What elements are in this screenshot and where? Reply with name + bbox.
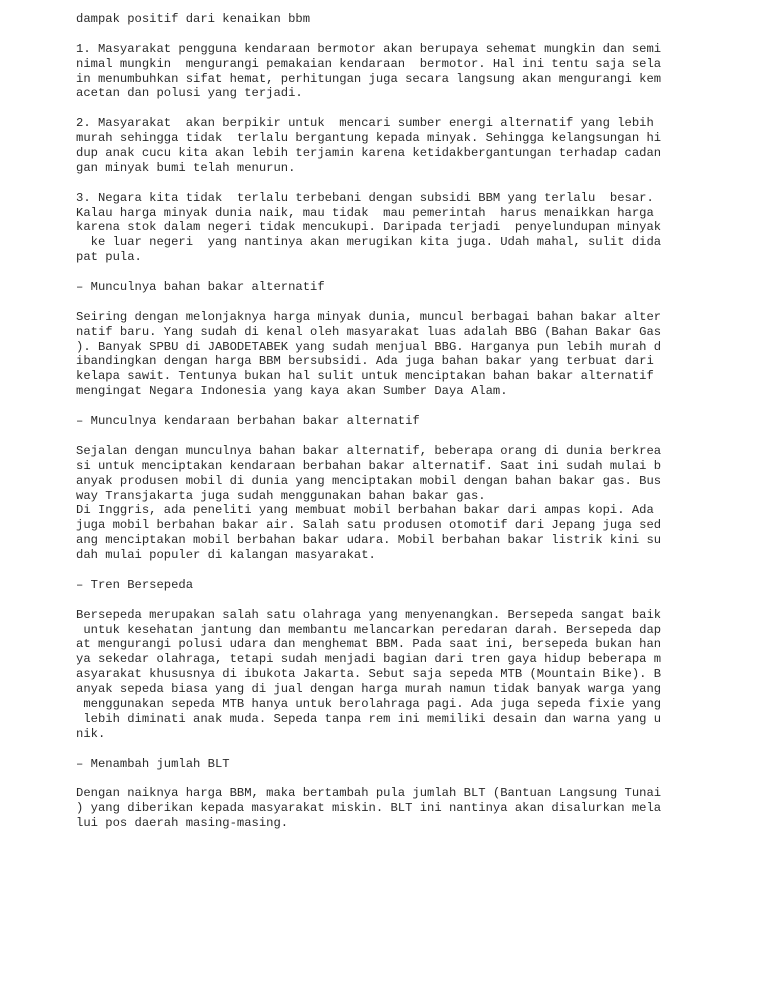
text-line: Kalau harga minyak dunia naik, mau tidak mau pemerintah harus menaikkan harga <box>76 205 654 220</box>
text-line: Dengan naiknya harga BBM, maka bertambah pula jumlah BLT (Bantuan Langsung Tunai <box>76 786 662 801</box>
text-line: ) yang diberikan kepada masyarakat miskin. BLT ini nantinya akan disalurkan mela <box>76 801 662 816</box>
text-line: murah sehingga tidak terlalu bergantung kepada minyak. Sehingga kelangsungan hi <box>76 131 662 146</box>
text-line: dup anak cucu kita akan lebih terjamin karena ketidakbergantungan terhadap cadan <box>76 146 662 161</box>
text-line: gan minyak bumi telah menurun. <box>76 160 296 175</box>
text-line: Sejalan dengan munculnya bahan bakar alternatif, beberapa orang di dunia berkrea <box>76 443 662 458</box>
text-line <box>76 101 756 116</box>
text-line: lebih diminati anak muda. Sepeda tanpa rem ini memiliki desain dan warna yang u <box>76 711 662 726</box>
text-line: 3. Negara kita tidak terlalu terbebani dengan subsidi BBM yang terlalu besar. <box>76 190 654 205</box>
text-line: – Tren Bersepeda <box>76 577 194 592</box>
text-line: anyak produsen mobil di dunia yang menciptakan mobil dengan bahan bakar gas. Bus <box>76 473 662 488</box>
text-line: Seiring dengan melonjaknya harga minyak dunia, muncul berbagai bahan bakar alter <box>76 309 662 324</box>
text-line: – Munculnya bahan bakar alternatif <box>76 280 325 295</box>
text-line: kelapa sawit. Tentunya bukan hal sulit untuk menciptakan bahan bakar alternatif <box>76 369 654 384</box>
text-line: menggunakan sepeda MTB hanya untuk berolahraga pagi. Ada juga sepeda fixie yang <box>76 696 662 711</box>
document-title: dampak positif dari kenaikan bbm <box>76 12 311 26</box>
text-line: lui pos daerah masing-masing. <box>76 816 289 831</box>
text-line: 1. Masyarakat pengguna kendaraan bermotor akan berupaya sehemat mungkin dan semi <box>76 41 662 56</box>
text-line: mengingat Negara Indonesia yang kaya akan Sumber Daya Alam. <box>76 384 508 399</box>
text-line: natif baru. Yang sudah di kenal oleh masyarakat luas adalah BBG (Bahan Bakar Gas <box>76 324 662 339</box>
text-line: juga mobil berbahan bakar air. Salah satu produsen otomotif dari Jepang juga sed <box>76 518 662 533</box>
text-line <box>76 742 756 757</box>
text-line: nik. <box>76 726 106 741</box>
text-line <box>76 429 756 444</box>
document-body <box>76 12 756 831</box>
text-line <box>76 771 756 786</box>
text-line: ya sekedar olahraga, tetapi sudah menjadi bagian dari tren gaya hidup beberapa m <box>76 652 662 667</box>
text-line: way Transjakarta juga sudah menggunakan bahan bakar gas. <box>76 488 486 503</box>
text-line: ang menciptakan mobil berbahan bakar udara. Mobil berbahan bakar listrik kini su <box>76 533 662 548</box>
text-line: pat pula. <box>76 250 142 265</box>
text-line: in menumbuhkan sifat hemat, perhitungan juga secara langsung akan mengurangi kem <box>76 71 662 86</box>
text-line: nimal mungkin mengurangi pemakaian kendaraan bermotor. Hal ini tentu saja sela <box>76 56 662 71</box>
text-line: – Munculnya kendaraan berbahan bakar alternatif <box>76 414 420 429</box>
text-line <box>76 295 756 310</box>
text-line: asyarakat khususnya di ibukota Jakarta. Sebut saja sepeda MTB (Mountain Bike). B <box>76 667 662 682</box>
text-line: dah mulai populer di kalangan masyarakat. <box>76 548 376 563</box>
text-line <box>76 265 756 280</box>
text-line: si untuk menciptakan kendaraan berbahan bakar alternatif. Saat ini sudah mulai b <box>76 458 662 473</box>
text-line <box>76 593 756 608</box>
text-line: Di Inggris, ada peneliti yang membuat mobil berbahan bakar dari ampas kopi. Ada <box>76 503 654 518</box>
text-line: acetan dan polusi yang terjadi. <box>76 86 303 101</box>
text-line: karena stok dalam negeri tidak mencukupi. Daripada terjadi penyelundupan minyak <box>76 220 662 235</box>
text-line: Bersepeda merupakan salah satu olahraga yang menyenangkan. Bersepeda sangat baik <box>76 607 662 622</box>
text-line <box>76 27 756 42</box>
text-line <box>76 176 756 191</box>
text-line: at mengurangi polusi udara dan menghemat BBM. Pada saat ini, bersepeda bukan han <box>76 637 662 652</box>
text-line: ). Banyak SPBU di JABODETABEK yang sudah menjual BBG. Harganya pun lebih murah d <box>76 339 662 354</box>
text-line: untuk kesehatan jantung dan membantu melancarkan peredaran darah. Bersepeda dap <box>76 622 662 637</box>
document-page <box>76 12 756 831</box>
text-line <box>76 563 756 578</box>
text-line: ke luar negeri yang nantinya akan merugikan kita juga. Udah mahal, sulit dida <box>76 235 662 250</box>
text-line <box>76 399 756 414</box>
text-line: ibandingkan dengan harga BBM bersubsidi. Ada juga bahan bakar yang terbuat dari <box>76 354 654 369</box>
text-line: anyak sepeda biasa yang di jual dengan harga murah namun tidak banyak warga yang <box>76 682 662 697</box>
text-line: 2. Masyarakat akan berpikir untuk mencari sumber energi alternatif yang lebih <box>76 116 654 131</box>
text-line: – Menambah jumlah BLT <box>76 756 230 771</box>
